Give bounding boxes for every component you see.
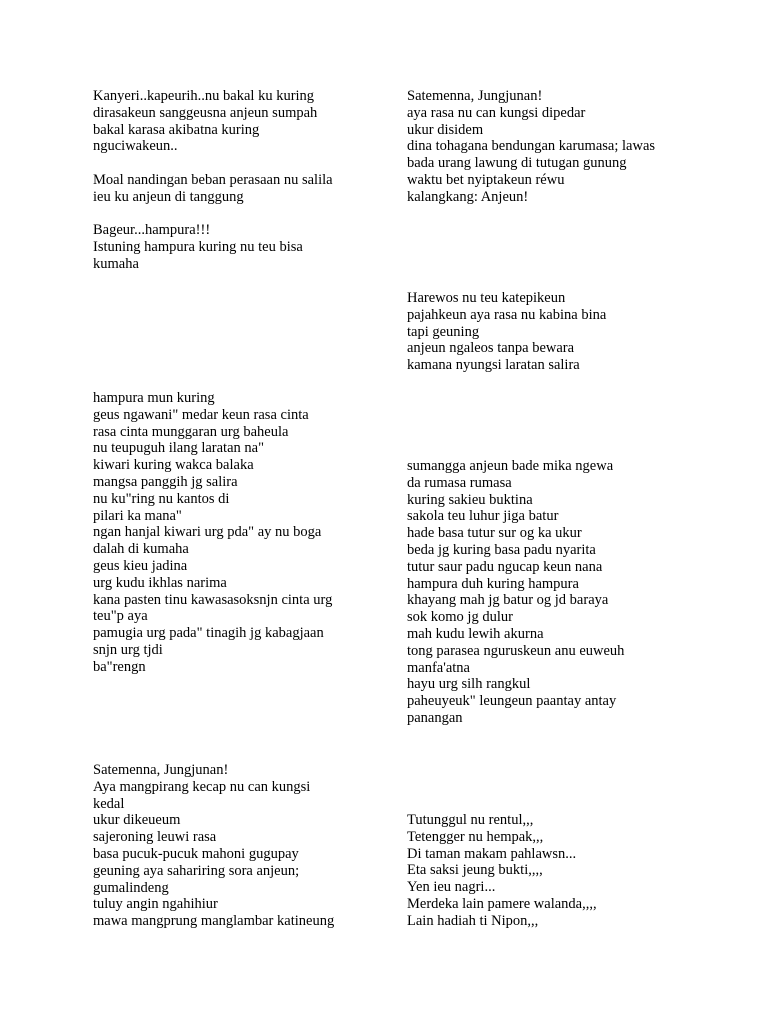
left-stanza-5: Satemenna, Jungjunan! Aya mangpirang kecap nu can kungsi kedal ukur dikeueum sajeroning leuwi rasa basa pucuk-pucuk mahoni gugupay geuning aya sahariring sora anjeun; gumalindeng tuluy angin ngahihiur mawa mangprung manglambar katineung xyxy=(93,762,335,930)
right-stanza-1: Satemenna, Jungjunan! aya rasa nu can kungsi dipedar ukur disidem dina tohagana bendungan karumasa; lawas bada urang lawung di tutugan gunung waktu bet nyiptakeun réwu kalangkang: Anjeun! xyxy=(407,88,656,205)
left-stanza-2: Moal nandingan beban perasaan nu salila ieu ku anjeun di tanggung xyxy=(93,172,333,205)
right-stanza-3: sumangga anjeun bade mika ngewa da rumasa rumasa kuring sakieu buktina sakola teu luhur jiga batur hade basa tutur sur og ka ukur beda jg kuring basa padu nyarita tutur saur padu ngucap keun nana hampura duh kuring hampura khayang mah jg batur og jd baraya sok komo jg dulur mah kudu lewih akurna tong parasea nguruskeun anu euweuh manfa'atna hayu urg silh rangkul paheuyeuk" leungeun paantay antay panangan xyxy=(407,458,625,726)
left-stanza-4: hampura mun kuring geus ngawani" medar keun rasa cinta rasa cinta munggaran urg baheula nu teupuguh ilang laratan na" kiwari kuring wakca balaka mangsa panggih jg salira nu ku"ring nu kantos di pilari ka mana" ngan hanjal kiwari urg pda" ay nu boga dalah di kumaha geus kieu jadina urg kudu ikhlas narima kana pasten tinu kawasasoksnjn cinta urg teu"p aya pamugia urg pada" tinagih jg kabagjaan snjn urg tjdi ba"rengn xyxy=(93,390,333,675)
left-stanza-1: Kanyeri..kapeurih..nu bakal ku kuring dirasakeun sanggeusna anjeun sumpah bakal karasa akibatna kuring nguciwakeun.. xyxy=(93,88,318,155)
right-stanza-2: Harewos nu teu katepikeun pajahkeun aya rasa nu kabina bina tapi geuning anjeun ngaleos tanpa bewara kamana nyungsi laratan salira xyxy=(407,290,607,374)
right-stanza-4: Tutunggul nu rentul,,, Tetengger nu hempak,,, Di taman makam pahlawsn... Eta saksi jeung bukti,,,, Yen ieu nagri... Merdeka lain pamere walanda,,,, Lain hadiah ti Nipon,,, xyxy=(407,812,597,929)
left-stanza-3: Bageur...hampura!!! Istuning hampura kuring nu teu bisa kumaha xyxy=(93,222,303,272)
